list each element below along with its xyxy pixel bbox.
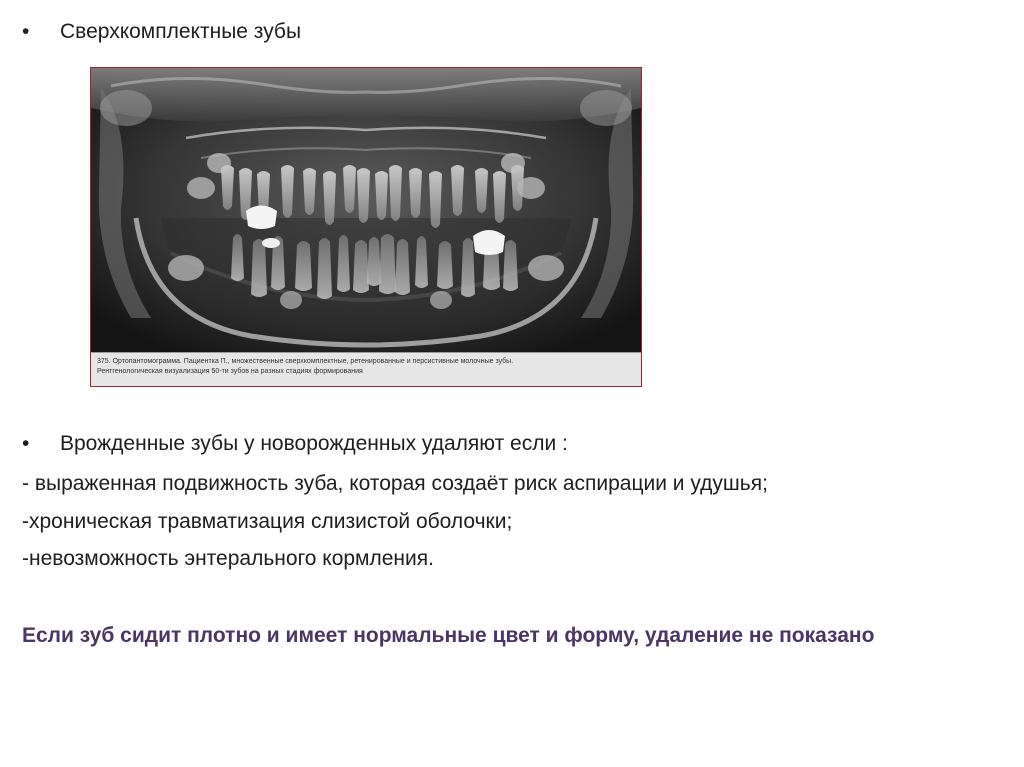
- figure-caption-line: Рентгенологическая визуализация 50-ти зубов на разных стадиях формирования: [97, 368, 363, 375]
- upper-tooth-shape: [475, 168, 488, 213]
- indication-line: -невозможность энтерального кормления.: [22, 547, 434, 570]
- lower-tooth-shape: [415, 236, 428, 288]
- indication-line: -хроническая травматизация слизистой оболочки;: [22, 510, 513, 533]
- bullet-marker: •: [22, 432, 30, 455]
- bullet-text: Врожденные зубы у новорожденных удаляют если :: [60, 432, 568, 455]
- upper-tooth-shape: [281, 165, 294, 218]
- lower-tooth-shape: [437, 241, 453, 289]
- lower-tooth-shape: [367, 237, 381, 286]
- lower-tooth-shape: [317, 238, 332, 299]
- upper-tooth-shape: [303, 168, 316, 215]
- figure-caption: [91, 352, 641, 386]
- removal-contraindication-note: Если зуб сидит плотно и имеет нормальные цвет и форму, удаление не показано: [22, 624, 875, 647]
- upper-tooth-shape: [357, 168, 370, 223]
- panoramic-xray-figure: [90, 67, 642, 387]
- bullet-text: Сверхкомплектные зубы: [60, 20, 302, 43]
- upper-tooth-shape: [451, 165, 464, 216]
- lower-tooth-shape: [461, 238, 475, 297]
- lower-tooth-shape: [503, 240, 518, 291]
- lower-tooth-shape: [379, 234, 396, 294]
- panoramic-xray-image: [91, 68, 641, 352]
- lower-tooth-shape: [353, 240, 369, 293]
- upper-tooth-shape: [429, 171, 442, 228]
- lower-tooth-shape: [295, 241, 312, 291]
- upper-tooth-shape: [323, 171, 336, 225]
- upper-tooth-shape: [493, 171, 506, 223]
- upper-tooth-shape: [389, 165, 402, 221]
- upper-tooth-shape: [343, 165, 356, 213]
- lower-tooth-shape: [337, 235, 350, 292]
- upper-tooth-shape: [375, 171, 388, 220]
- indication-line: - выраженная подвижность зуба, которая создаёт риск аспирации и удушья;: [22, 472, 768, 495]
- lower-tooth-shape: [395, 239, 410, 295]
- bullet-marker: •: [22, 20, 30, 43]
- figure-caption-line: 375. Ортопантомограмма. Пациентка П., множественные сверхкомплектные, ретенированные и персистивные молочные зубы.: [97, 358, 514, 365]
- lower-tooth-shape: [231, 234, 244, 281]
- upper-tooth-shape: [409, 168, 422, 218]
- lower-tooth-shape: [251, 239, 267, 297]
